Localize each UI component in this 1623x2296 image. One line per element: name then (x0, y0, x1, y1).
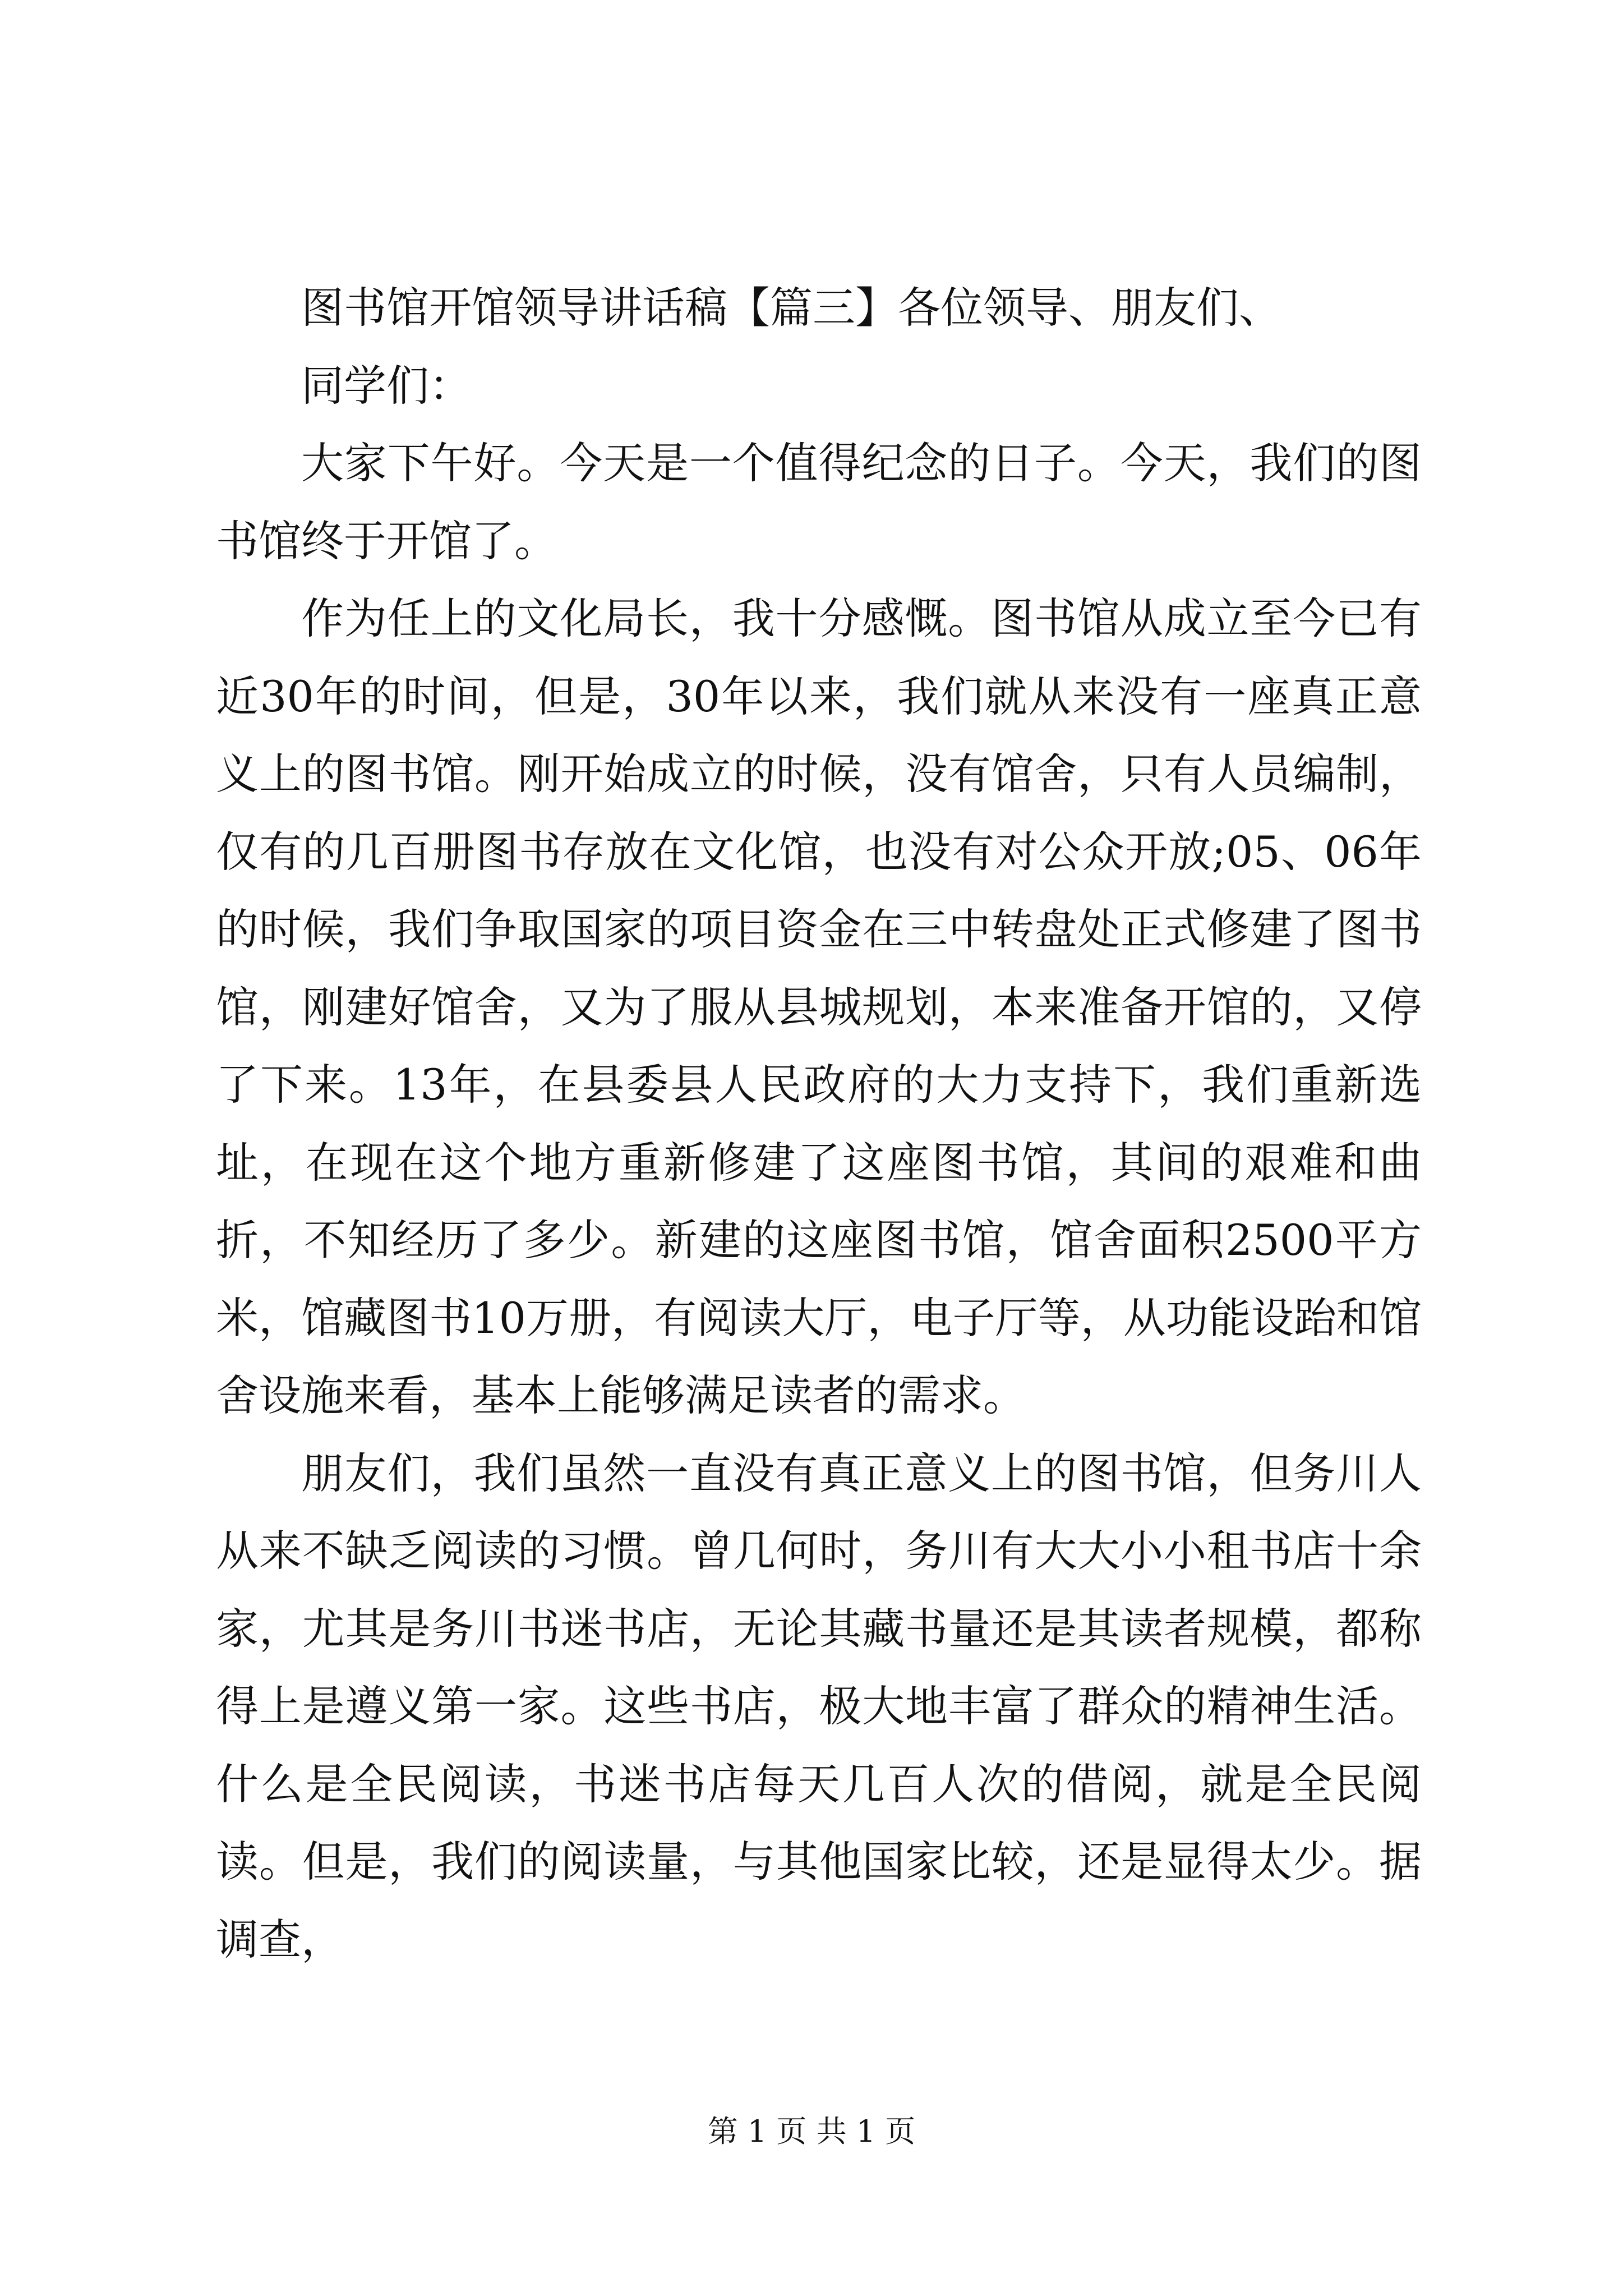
paragraph-reading-habit: 朋友们，我们虽然一直没有真正意义上的图书馆，但务川人从来不缺乏阅读的习惯。曾几何时，务川有大大小小租书店十余家，尤其是务川书迷书店，无论其藏书量还是其读者规模，都称得上是遵义第一家。这些书店，极大地丰富了群众的精神生活。什么是全民阅读，书迷书店每天几百人次的借阅，就是全民阅读。但是，我们的阅读量，与其他国家比较，还是显得太少。据调查， (216, 1448, 1422, 1964)
paragraph-history: 作为任上的文化局长，我十分感慨。图书馆从成立至今已有近30年的时间，但是，30年以来，我们就从来没有一座真正意义上的图书馆。刚开始成立的时候，没有馆舍，只有人员编制，仅有的几百册图书存放在文化馆，也没有对公众开放;05、06年的时候，我们争取国家的项目资金在三中转盘处正式修建了图书馆，刚建好馆舍，又为了服从县城规划，本来准备开馆的，又停了下来。13年，在县委县人民政府的大力支持下，我们重新选址，在现在这个地方重新修建了这座图书馆，其间的艰难和曲折，不知经历了多少。新建的这座图书馆，馆舍面积2500平方米，馆藏图书10万册，有阅读大厅，电子厅等，从功能设跆和馆舍设施来看，基本上能够满足读者的需求。 (216, 593, 1422, 1420)
document-body (216, 269, 1422, 1978)
paragraph-salutation: 同学们： (301, 360, 472, 411)
page-footer: 第 1 页 共 1 页 (707, 2114, 916, 2149)
paragraph-title-line: 图书馆开馆领导讲话稿【篇三】各位领导、朋友们、 (301, 283, 1281, 333)
paragraph-greeting: 大家下午好。今天是一个值得纪念的日子。今天，我们的图书馆终于开馆了。 (216, 438, 1422, 566)
